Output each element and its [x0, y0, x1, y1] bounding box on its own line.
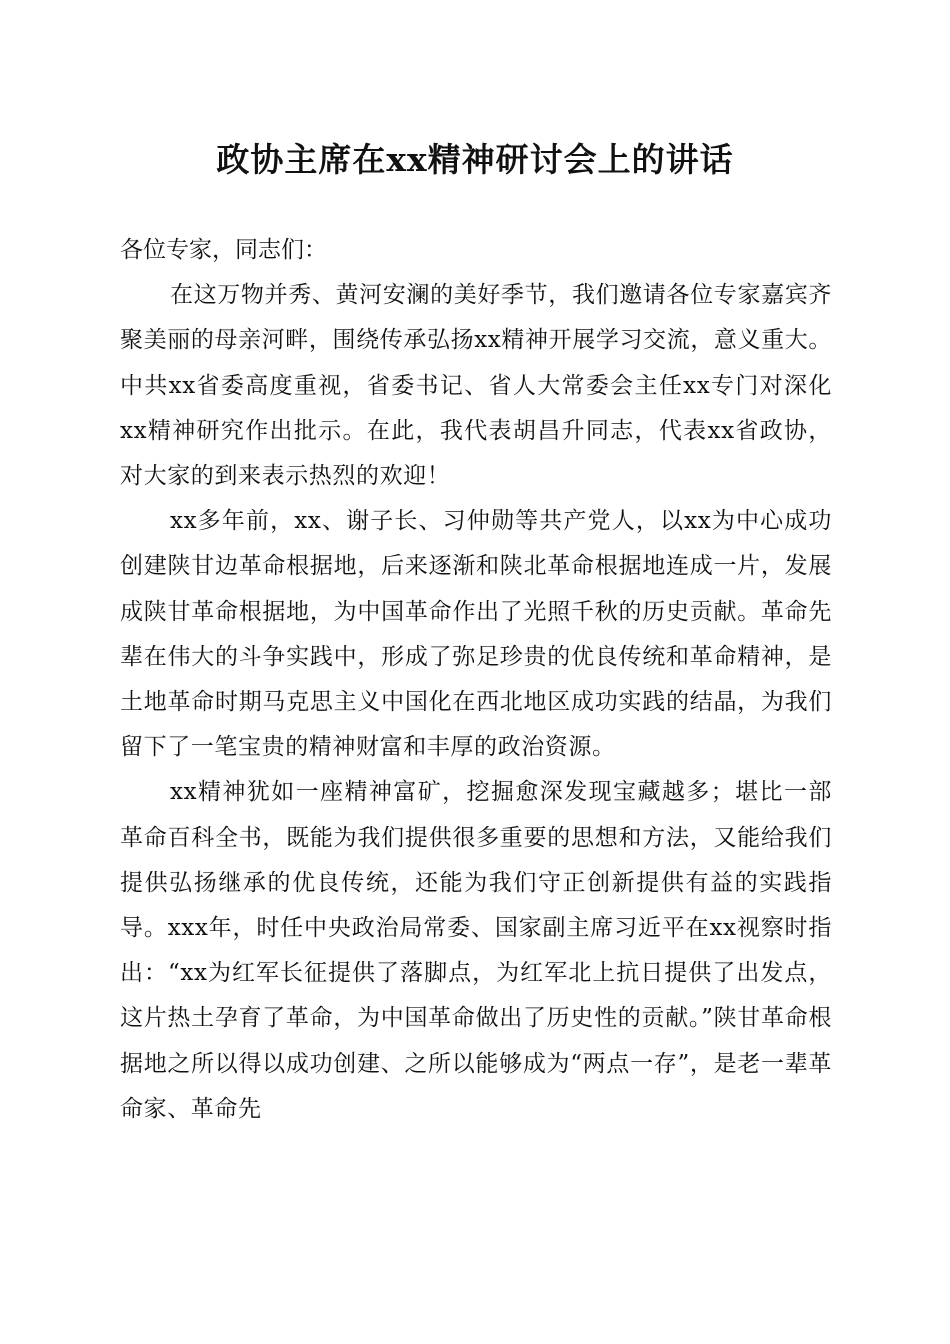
document-title: 政协主席在xx精神研讨会上的讲话	[216, 140, 734, 179]
paragraph-1: 在这万物并秀、黄河安澜的美好季节，我们邀请各位专家嘉宾齐聚美丽的母亲河畔，围绕传承弘扬xx精神开展学习交流，意义重大。中共xx省委高度重视，省委书记、省人大常委会主任xx专门对深化xx精神研究作出批示。在此，我代表胡昌升同志，代表xx省政协，对大家的到来表示热烈的欢迎！	[120, 282, 832, 490]
salutation: 各位专家，同志们：	[120, 237, 327, 263]
paragraph-2: xx多年前，xx、谢子长、习仲勋等共产党人，以xx为中心成功创建陕甘边革命根据地，后来逐渐和陕北革命根据地连成一片，发展成陕甘革命根据地，为中国革命作出了光照千秋的历史贡献。革命先辈在伟大的斗争实践中，形成了弥足珍贵的优良传统和革命精神，是土地革命时期马克思主义中国化在西北地区成功实践的结晶，为我们留下了一笔宝贵的精神财富和丰厚的政治资源。	[120, 508, 832, 761]
document-body	[120, 228, 832, 1132]
paragraph-3: xx精神犹如一座精神富矿，挖掘愈深发现宝藏越多；堪比一部革命百科全书，既能为我们提供很多重要的思想和方法，又能给我们提供弘扬继承的优良传统，还能为我们守正创新提供有益的实践指导。xxx年，时任中央政治局常委、国家副主席习近平在xx视察时指出：“xx为红军长征提供了落脚点，为红军北上抗日提供了出发点，这片热土孕育了革命，为中国革命做出了历史性的贡献。”陕甘革命根据地之所以得以成功创建、之所以能够成为“两点一存”，是老一辈革命家、革命先	[120, 779, 832, 1122]
